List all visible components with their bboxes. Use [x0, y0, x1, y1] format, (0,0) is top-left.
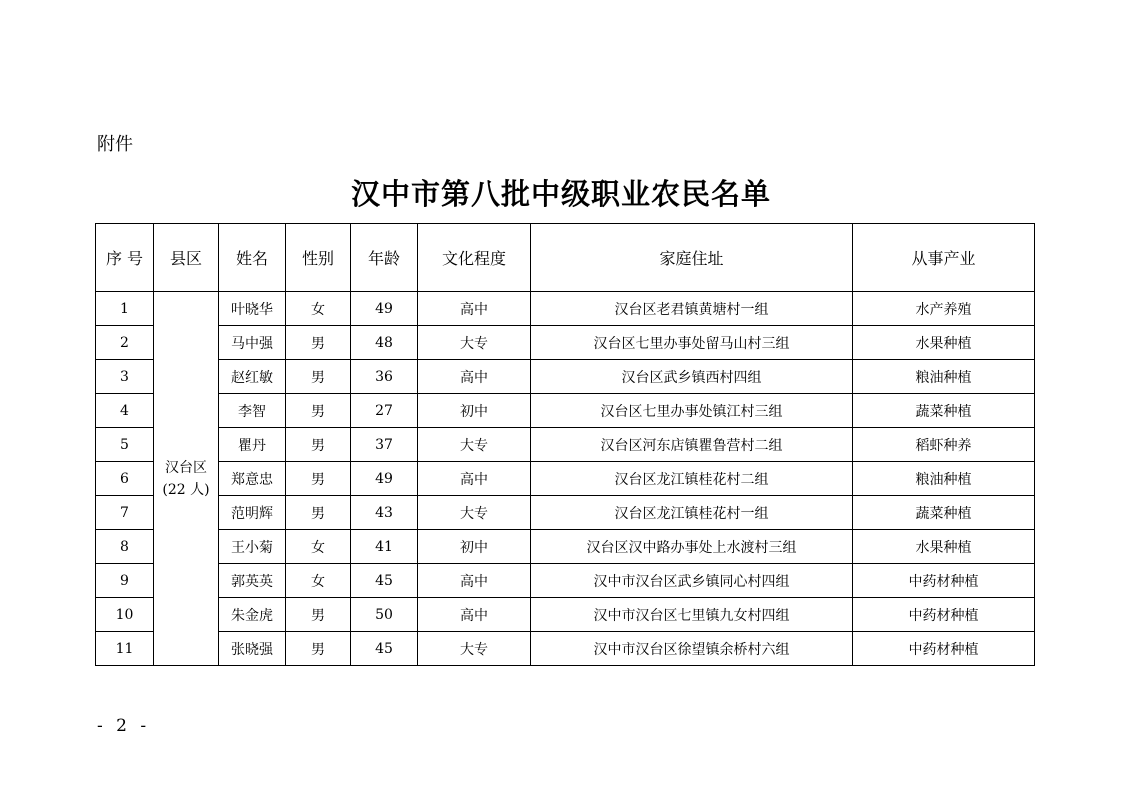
table-row	[96, 632, 1035, 666]
cell-industry: 水产养殖	[853, 292, 1035, 326]
cell-education: 高中	[418, 564, 531, 598]
page-number: - 2 -	[97, 716, 151, 736]
cell-gender: 女	[286, 292, 351, 326]
cell-education: 高中	[418, 462, 531, 496]
header-age: 年龄	[351, 224, 418, 292]
cell-education: 初中	[418, 394, 531, 428]
document-title: 汉中市第八批中级职业农民名单	[350, 177, 771, 211]
cell-name: 郭英英	[219, 564, 286, 598]
cell-gender: 男	[286, 496, 351, 530]
cell-age: 49	[351, 462, 418, 496]
cell-address: 汉台区河东店镇瞿鲁营村二组	[531, 428, 853, 462]
cell-address: 汉台区龙江镇桂花村一组	[531, 496, 853, 530]
cell-serial: 5	[96, 428, 154, 462]
county-count: (22 人)	[162, 481, 210, 498]
cell-serial: 6	[96, 462, 154, 496]
cell-age: 49	[351, 292, 418, 326]
cell-industry: 蔬菜种植	[853, 496, 1035, 530]
cell-address: 汉中市汉台区七里镇九女村四组	[531, 598, 853, 632]
cell-industry: 水果种植	[853, 530, 1035, 564]
cell-education: 大专	[418, 428, 531, 462]
cell-industry: 粮油种植	[853, 360, 1035, 394]
cell-serial: 8	[96, 530, 154, 564]
cell-education: 大专	[418, 496, 531, 530]
cell-serial: 10	[96, 598, 154, 632]
cell-age: 37	[351, 428, 418, 462]
header-county: 县区	[154, 224, 219, 292]
cell-industry: 蔬菜种植	[853, 394, 1035, 428]
cell-name: 李智	[219, 394, 286, 428]
cell-education: 大专	[418, 632, 531, 666]
cell-address: 汉台区老君镇黄塘村一组	[531, 292, 853, 326]
table-row	[96, 428, 1035, 462]
cell-gender: 女	[286, 564, 351, 598]
table-row	[96, 598, 1035, 632]
table-row	[96, 326, 1035, 360]
cell-gender: 男	[286, 462, 351, 496]
cell-industry: 粮油种植	[853, 462, 1035, 496]
cell-name: 王小菊	[219, 530, 286, 564]
cell-name: 瞿丹	[219, 428, 286, 462]
header-serial: 序 号	[96, 224, 154, 292]
cell-industry: 中药材种植	[853, 632, 1035, 666]
table-row	[96, 564, 1035, 598]
cell-age: 36	[351, 360, 418, 394]
cell-name: 赵红敏	[219, 360, 286, 394]
cell-industry: 水果种植	[853, 326, 1035, 360]
header-address: 家庭住址	[531, 224, 853, 292]
cell-serial: 3	[96, 360, 154, 394]
cell-gender: 男	[286, 632, 351, 666]
header-education: 文化程度	[418, 224, 531, 292]
cell-name: 叶晓华	[219, 292, 286, 326]
cell-address: 汉台区武乡镇西村四组	[531, 360, 853, 394]
cell-education: 高中	[418, 360, 531, 394]
cell-serial: 11	[96, 632, 154, 666]
cell-name: 张晓强	[219, 632, 286, 666]
cell-education: 高中	[418, 598, 531, 632]
cell-age: 43	[351, 496, 418, 530]
table-row	[96, 462, 1035, 496]
table-row	[96, 496, 1035, 530]
cell-age: 45	[351, 632, 418, 666]
cell-address: 汉台区七里办事处镇江村三组	[531, 394, 853, 428]
cell-name: 朱金虎	[219, 598, 286, 632]
cell-industry: 中药材种植	[853, 598, 1035, 632]
cell-gender: 男	[286, 360, 351, 394]
cell-address: 汉台区龙江镇桂花村二组	[531, 462, 853, 496]
cell-gender: 男	[286, 428, 351, 462]
header-name: 姓名	[219, 224, 286, 292]
attachment-label: 附件	[97, 134, 133, 155]
cell-name: 范明辉	[219, 496, 286, 530]
cell-gender: 女	[286, 530, 351, 564]
cell-gender: 男	[286, 326, 351, 360]
cell-address: 汉中市汉台区徐望镇余桥村六组	[531, 632, 853, 666]
farmer-roster-table	[95, 223, 1035, 666]
cell-address: 汉台区七里办事处留马山村三组	[531, 326, 853, 360]
table-row	[96, 292, 1035, 326]
cell-industry: 稻虾种养	[853, 428, 1035, 462]
table-header-row	[96, 224, 1035, 292]
cell-gender: 男	[286, 394, 351, 428]
cell-serial: 7	[96, 496, 154, 530]
cell-age: 27	[351, 394, 418, 428]
cell-education: 大专	[418, 326, 531, 360]
cell-serial: 2	[96, 326, 154, 360]
cell-age: 50	[351, 598, 418, 632]
cell-age: 41	[351, 530, 418, 564]
cell-county	[154, 292, 219, 666]
cell-industry: 中药材种植	[853, 564, 1035, 598]
cell-address: 汉台区汉中路办事处上水渡村三组	[531, 530, 853, 564]
county-name: 汉台区	[165, 459, 207, 476]
header-industry: 从事产业	[853, 224, 1035, 292]
cell-age: 48	[351, 326, 418, 360]
cell-gender: 男	[286, 598, 351, 632]
cell-education: 高中	[418, 292, 531, 326]
header-gender: 性别	[286, 224, 351, 292]
table-row	[96, 530, 1035, 564]
cell-name: 马中强	[219, 326, 286, 360]
cell-serial: 4	[96, 394, 154, 428]
cell-serial: 1	[96, 292, 154, 326]
cell-name: 郑意忠	[219, 462, 286, 496]
cell-education: 初中	[418, 530, 531, 564]
cell-age: 45	[351, 564, 418, 598]
table-row	[96, 394, 1035, 428]
table-row	[96, 360, 1035, 394]
cell-serial: 9	[96, 564, 154, 598]
cell-address: 汉中市汉台区武乡镇同心村四组	[531, 564, 853, 598]
